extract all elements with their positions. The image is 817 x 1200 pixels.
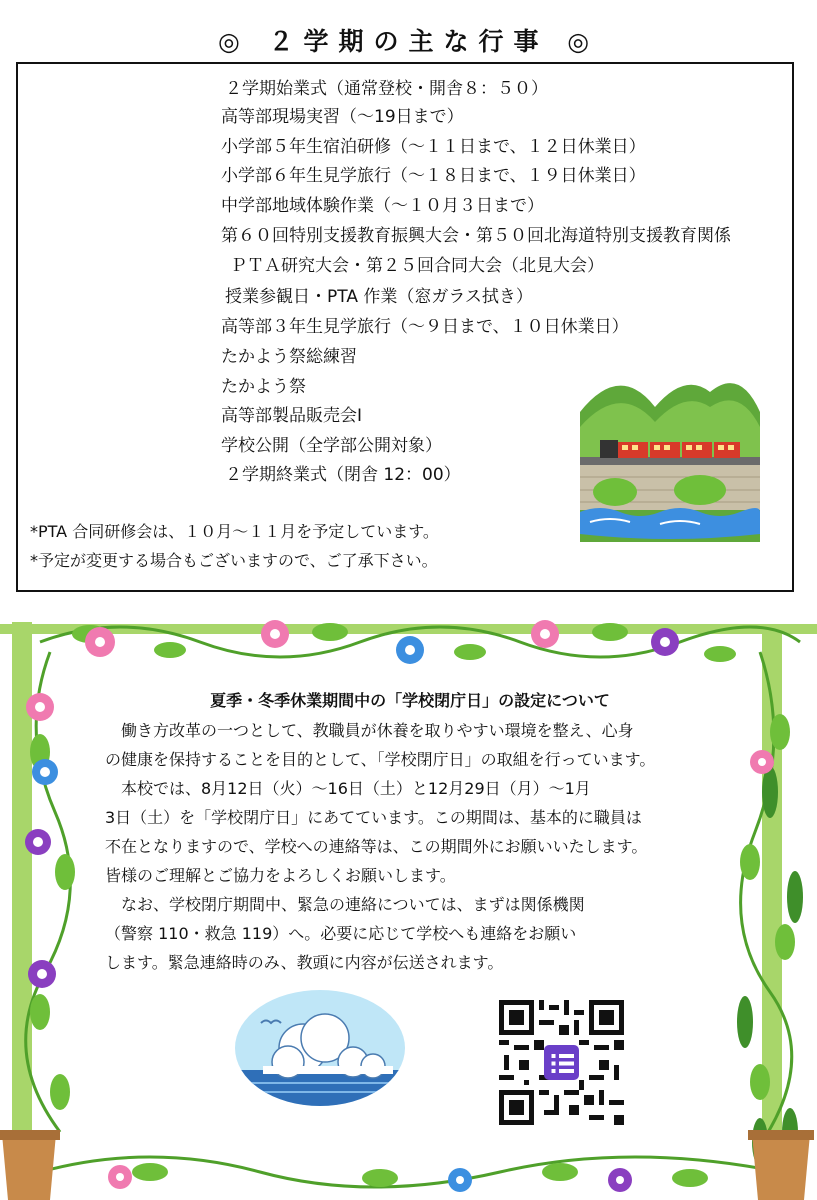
schedule-note: *予定が変更する場合もございますので、ご了承下さい。 bbox=[30, 551, 438, 570]
notice-line: 3日（土）を「学校閉庁日」にあてています。この期間は、基本的に職員は bbox=[105, 808, 642, 827]
schedule-event: たかよう祭 bbox=[221, 377, 306, 397]
notice-line: 働き方改革の一つとして、教職員が休養を取りやすい環境を整え、心身 bbox=[121, 721, 634, 740]
schedule-box bbox=[16, 62, 794, 592]
notice-line: （警察 110・救急 119）へ。必要に応じて学校へも連絡をお願い bbox=[105, 924, 577, 943]
schedule-event: 中学部地域体験作業（～１０月３日まで） bbox=[221, 196, 544, 216]
schedule-event: 小学部５年生宿泊研修（～１１日まで、１２日休業日） bbox=[221, 137, 646, 157]
notice-line: 本校では、8月12日（火）～16日（土）と12月29日（月）～1月 bbox=[121, 779, 591, 798]
notice-line: します。緊急連絡時のみ、教頭に内容が伝送されます。 bbox=[105, 953, 504, 972]
notice-line: なお、学校閉庁期間中、緊急の連絡については、まずは関係機関 bbox=[121, 895, 585, 914]
notice-line: 不在となりますので、学校への連絡等は、この期間外にお願いいたします。 bbox=[105, 837, 648, 856]
schedule-event: ２学期始業式（通常登校・開舎８：５０） bbox=[225, 79, 548, 99]
schedule-event: ２学期終業式（閉舎 12：00） bbox=[225, 465, 461, 485]
schedule-event: たかよう祭総練習 bbox=[221, 347, 357, 367]
closure-notice bbox=[105, 686, 715, 977]
schedule-note: *PTA 合同研修会は、１０月～１１月を予定しています。 bbox=[30, 522, 439, 541]
qr-code[interactable] bbox=[499, 1000, 624, 1125]
schedule-event: ＰＴＡ研究大会・第２５回合同大会（北見大会） bbox=[230, 256, 604, 276]
summer-sky-illustration bbox=[233, 988, 408, 1108]
schedule-event: 第６０回特別支援教育振興大会・第５０回北海道特別支援教育関係 bbox=[221, 226, 731, 246]
notice-heading: 夏季・冬季休業期間中の「学校閉庁日」の設定について bbox=[210, 691, 610, 710]
notice-line: 皆様のご理解とご協力をよろしくお願いします。 bbox=[105, 866, 456, 885]
page-title: ◎ ２学期の主な行事 ◎ bbox=[217, 27, 600, 56]
schedule-event: 学校公開（全学部公開対象） bbox=[221, 436, 442, 456]
schedule-event: 高等部製品販売会Ⅰ bbox=[221, 406, 363, 426]
schedule-event: 小学部６年生見学旅行（～１８日まで、１９日休業日） bbox=[221, 166, 646, 186]
schedule-event: 高等部現場実習（～19日まで） bbox=[221, 107, 464, 127]
notice-line: の健康を保持することを目的として、「学校閉庁日」の取組を行っています。 bbox=[105, 750, 656, 769]
train-landscape-illustration bbox=[580, 372, 760, 542]
schedule-event: 授業参観日・PTA 作業（窓ガラス拭き） bbox=[225, 287, 533, 307]
schedule-event: 高等部３年生見学旅行（～９日まで、１０日休業日） bbox=[221, 317, 629, 337]
